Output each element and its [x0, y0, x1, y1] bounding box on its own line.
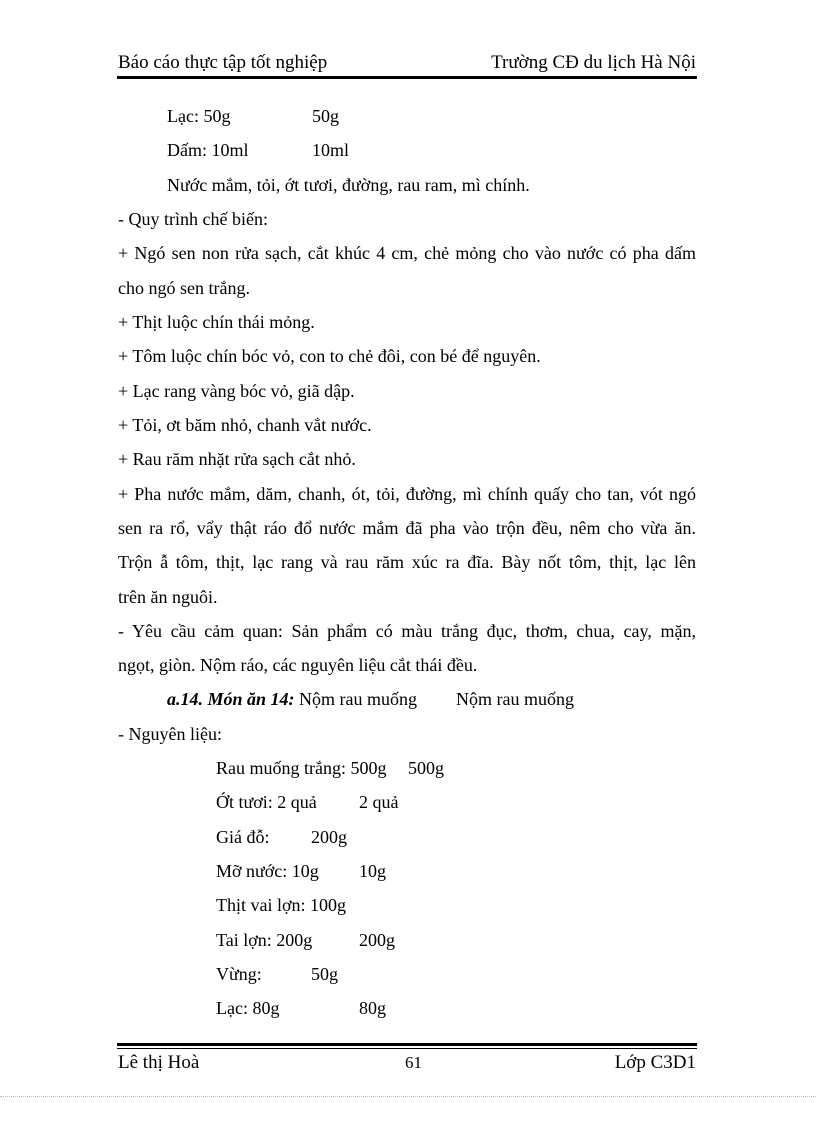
- process-step: Trộn ẫ tôm, thịt, lạc rang và rau răm xúc ra đĩa. Bày nốt tôm, thịt, lạc lên: [118, 552, 696, 572]
- ingredient-name: Thịt vai lợn: 100g: [216, 895, 347, 915]
- ingredient-name: Rau muống trắng: 500g: [216, 758, 387, 778]
- header-right: Trường CĐ du lịch Hà Nội: [491, 52, 696, 73]
- ingredient-qty: 200g: [311, 827, 347, 847]
- footer-author: Lê thị Hoà: [118, 1052, 200, 1073]
- process-step: + Pha nước mắm, dăm, chanh, ót, tỏi, đường, mì chính quấy cho tan, vót ngó: [118, 484, 696, 504]
- ingredient-name: Tai lợn: 200g: [216, 930, 313, 950]
- dish-name: Nộm rau muống: [299, 689, 418, 709]
- footer-class: Lớp C3D1: [614, 1052, 696, 1073]
- footer-rule: [117, 1043, 697, 1046]
- seasoning-line: Nước mắm, tỏi, ớt tươi, đường, rau ram, mì chính.: [167, 175, 530, 195]
- process-step: sen ra rổ, vẩy thật ráo đổ nước mắm đã pha vào trộn đều, nêm cho vừa ăn.: [118, 518, 696, 538]
- ingredient-qty: 10ml: [312, 140, 350, 160]
- ingredient-name: Vừng:: [216, 964, 262, 984]
- ingredient-qty: 80g: [359, 998, 386, 1018]
- process-step: + Tôm luộc chín bóc vỏ, con to chẻ đôi, con bé để nguyên.: [118, 346, 541, 366]
- footer-rule-thin: [117, 1048, 697, 1049]
- process-step: + Thịt luộc chín thái mỏng.: [118, 312, 315, 332]
- process-step: + Tỏi, ơt băm nhỏ, chanh vắt nước.: [118, 415, 372, 435]
- ingredient-qty: 50g: [311, 964, 338, 984]
- process-step: trên ăn nguôi.: [118, 587, 218, 607]
- ingredient-name: Dấm: 10ml: [167, 140, 249, 160]
- ingredient-qty: 2 quả: [359, 792, 399, 812]
- process-step: cho ngó sen trắng.: [118, 278, 250, 298]
- process-step: + Rau răm nhặt rửa sạch cắt nhỏ.: [118, 449, 356, 469]
- ingredient-name: Giá đỗ:: [216, 827, 270, 847]
- dish-label: a.14. Món ăn 14:: [167, 689, 295, 709]
- process-title: - Quy trình chế biến:: [118, 209, 268, 229]
- ingredient-name: Mỡ nước: 10g: [216, 861, 319, 881]
- header-rule: [117, 76, 697, 79]
- ingredient-qty: 500g: [408, 758, 444, 778]
- sensory-line: ngọt, giòn. Nộm ráo, các nguyên liệu cắt thái đều.: [118, 655, 478, 675]
- ingredient-qty: 200g: [359, 930, 395, 950]
- page-number: 61: [405, 1053, 422, 1072]
- ingredient-name: Lạc: 80g: [216, 998, 280, 1018]
- process-step: + Lạc rang vàng bóc vỏ, giã dập.: [118, 381, 355, 401]
- ingredient-qty: 10g: [359, 861, 386, 881]
- dish-heading: [167, 688, 417, 710]
- ingredients-title: - Nguyên liệu:: [118, 724, 222, 744]
- sensory-line: - Yêu cầu cảm quan: Sản phẩm có màu trắng đục, thơm, chua, cay, mặn,: [118, 621, 696, 641]
- ingredient-qty: 50g: [312, 106, 339, 126]
- header-left: Báo cáo thực tập tốt nghiệp: [118, 52, 328, 73]
- ingredient-name: Lạc: 50g: [167, 106, 231, 126]
- process-step: + Ngó sen non rửa sạch, cắt khúc 4 cm, chẻ mỏng cho vào nước có pha dấm: [118, 243, 696, 263]
- page-boundary: [0, 1096, 816, 1097]
- dish-name-repeat: Nộm rau muống: [456, 689, 574, 709]
- ingredient-name: Ớt tươi: 2 quả: [216, 792, 317, 812]
